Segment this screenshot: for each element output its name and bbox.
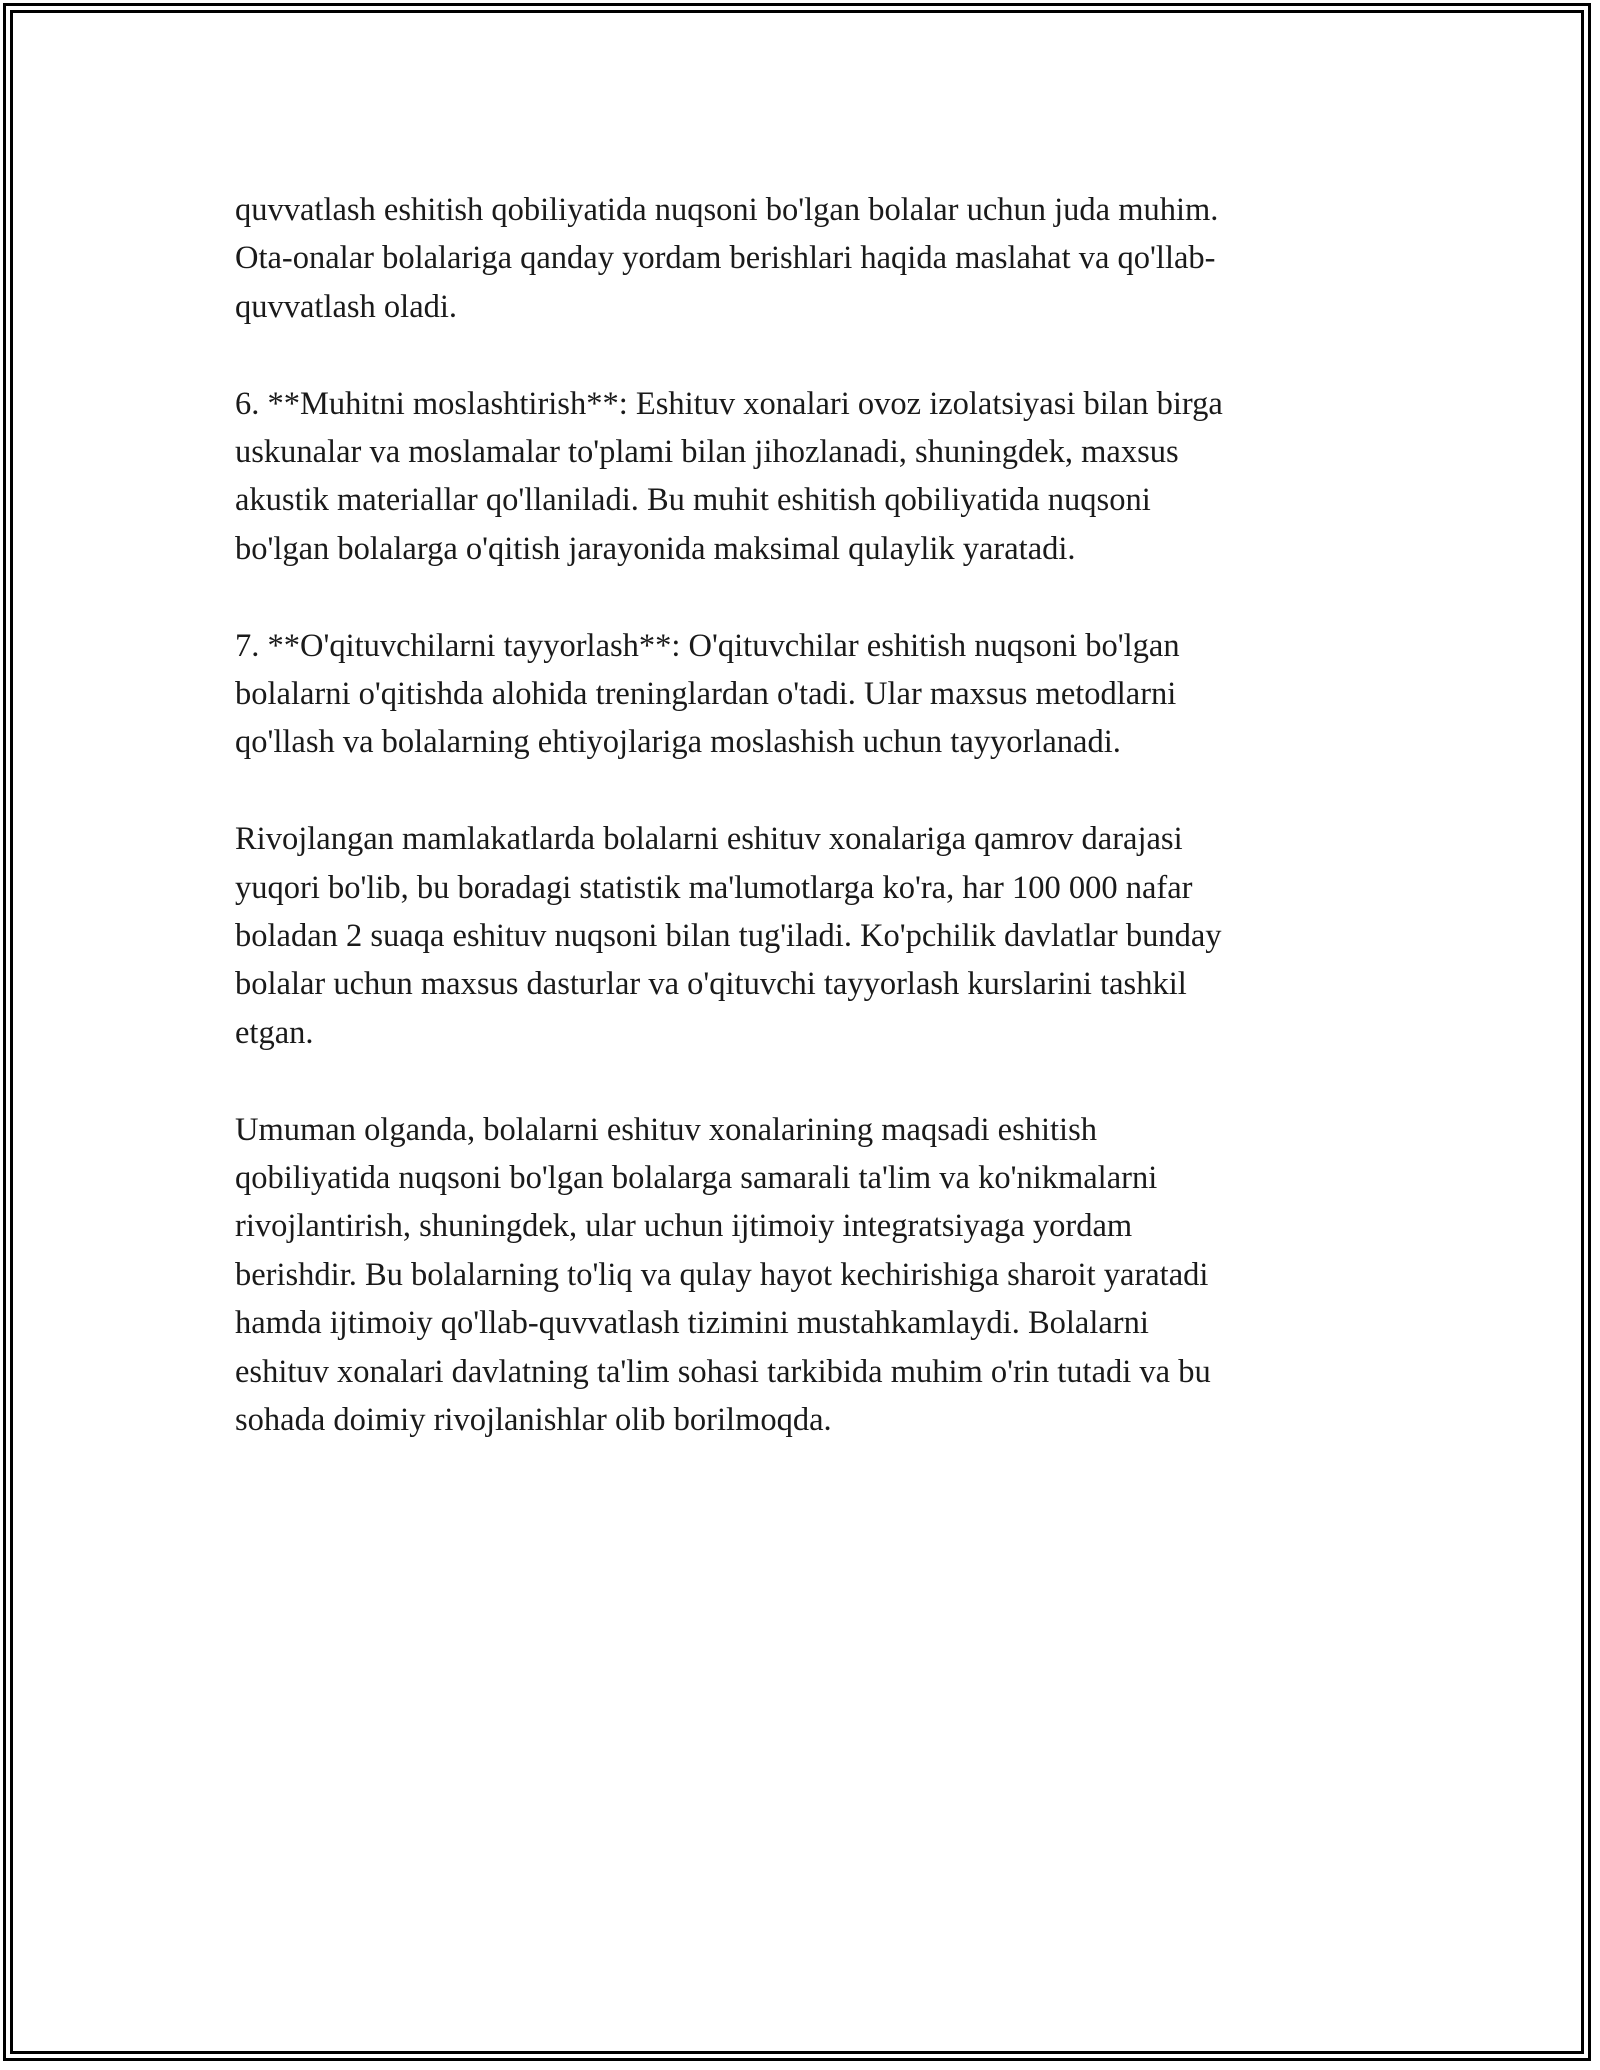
paragraph-environment-adaptation: 6. **Muhitni moslashtirish**: Eshituv xonalari ovoz izolatsiyasi bilan birga uskunalar va moslamalar to'plami bilan jihozlanadi, shuningdek, maxsus akustik materiallar qo'llaniladi. Bu muhit eshitish qobiliyatida nuqsoni bo'lgan bolalarga o'qitish jarayonida maksimal qulaylik yaratadi. — [235, 385, 1223, 567]
paragraph-teacher-training: 7. **O'qituvchilarni tayyorlash**: O'qituvchilar eshitish nuqsoni bo'lgan bolalarni o'qitishda alohida treninglardan o'tadi. Ular maxsus metodlarni qo'llash va bolalarning ehtiyojlariga moslashish uchun tayyorlanadi. — [235, 627, 1180, 761]
paragraph-support-continuation: quvvatlash eshitish qobiliyatida nuqsoni bo'lgan bolalar uchun juda muhim. Ota-onalar bolalariga qanday yordam berishlari haqida maslahat va qo'llab- quvvatlash oladi. — [235, 192, 1219, 325]
document-body — [235, 186, 1365, 1493]
paragraph-conclusion: Umuman olganda, bolalarni eshituv xonalarining maqsadi eshitish qobiliyatida nuqsoni bo'lgan bolalarga samarali ta'lim va ko'nikmalarni rivojlantirish, shuningdek, ular uchun ijtimoiy integratsiyaga yordam berishdir. Bu bolalarning to'liq va qulay hayot kechirishiga sharoit yaratadi hamda ijtimoiy qo'llab-quvvatlash tizimini mustahkamlaydi. Bolalarni eshituv xonalari davlatning ta'lim sohasi tarkibida muhim o'rin tutadi va bu sohada doimiy rivojlanishlar olib borilmoqda. — [235, 1111, 1211, 1439]
paragraph-developed-countries: Rivojlangan mamlakatlarda bolalarni eshituv xonalariga qamrov darajasi yuqori bo'lib, bu boradagi statistik ma'lumotlarga ko'ra, har 100 000 nafar boladan 2 suaqa eshituv nuqsoni bilan tug'iladi. Ko'pchilik davlatlar bunday bolalar uchun maxsus dasturlar va o'qituvchi tayyorlash kurslarini tashkil etgan. — [235, 821, 1222, 1051]
